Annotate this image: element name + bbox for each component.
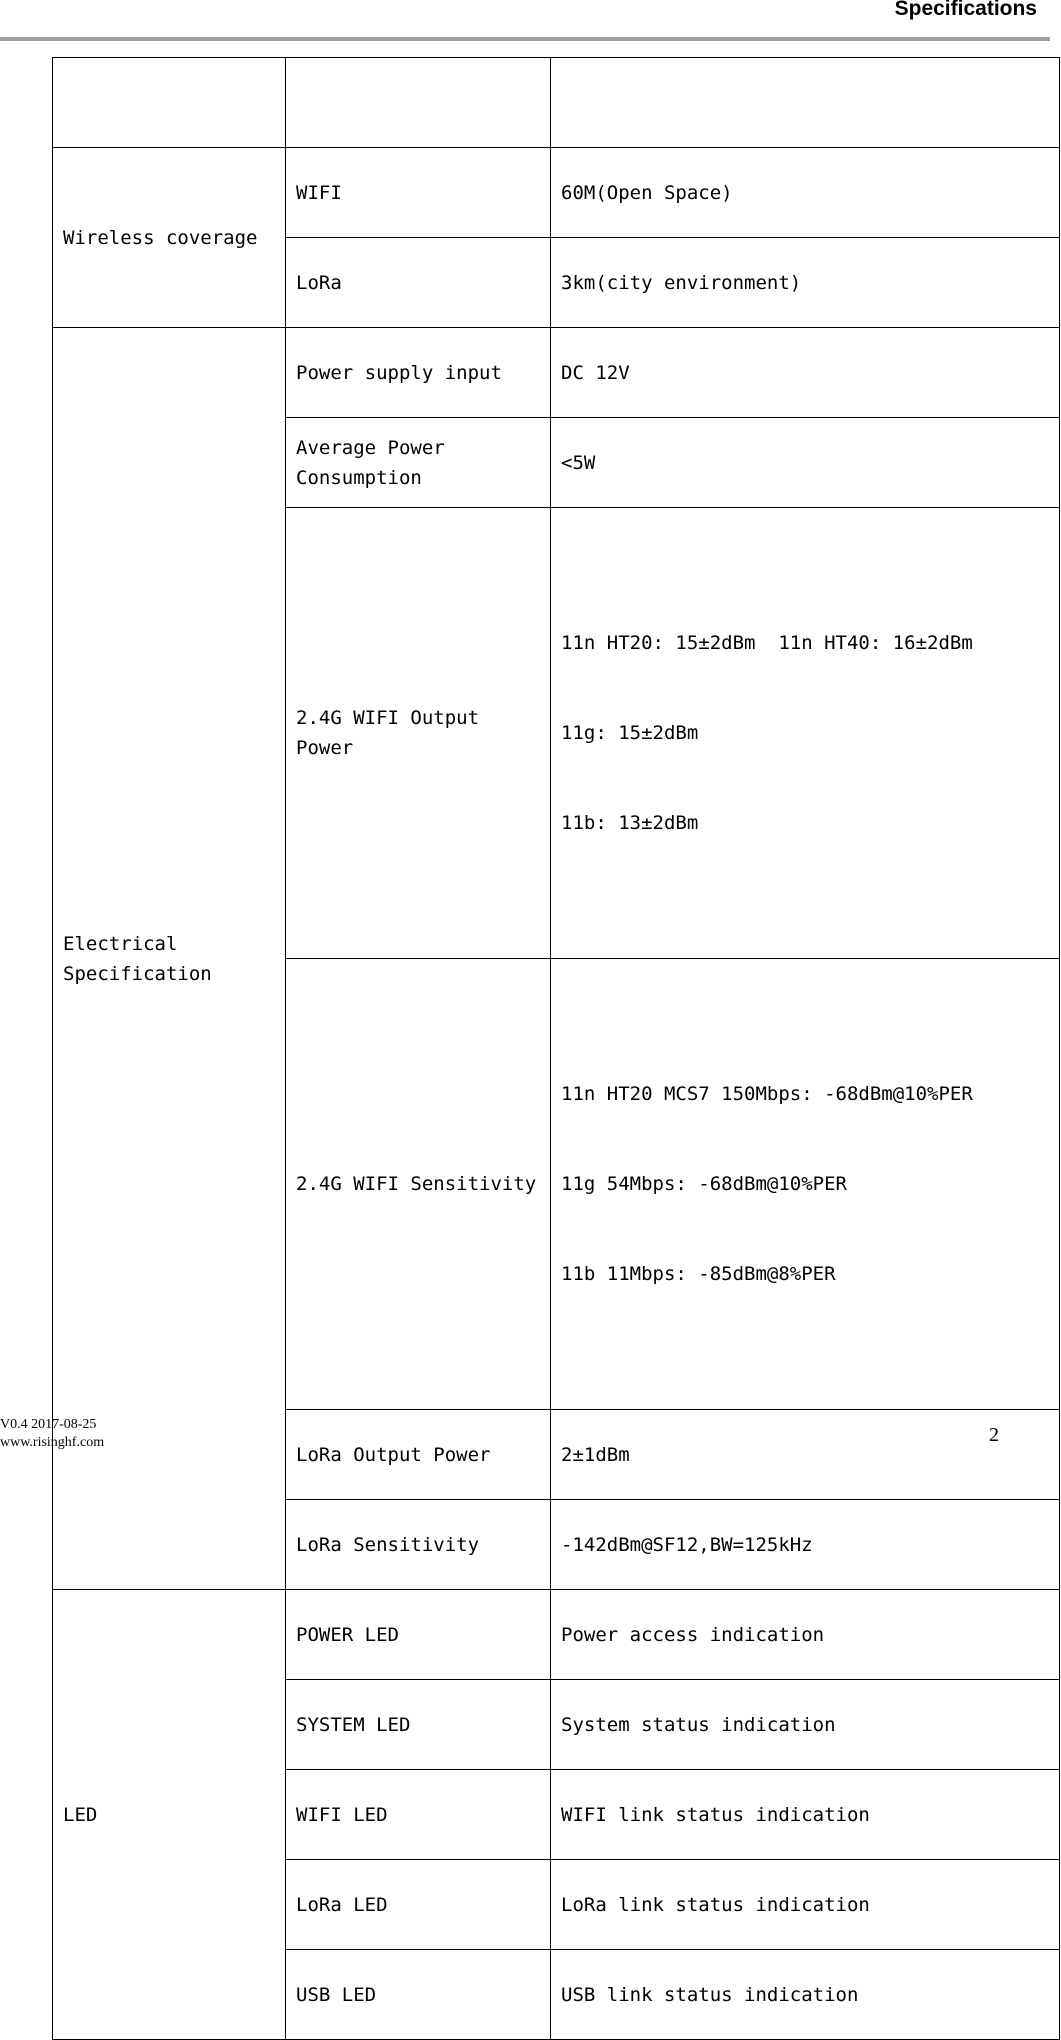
value-usb-led: USB link status indication bbox=[551, 1950, 1060, 2040]
param-usb-led: USB LED bbox=[286, 1950, 551, 2040]
value-line: 11b: 13±2dBm bbox=[561, 812, 699, 834]
category-electrical-specification: Electrical Specification bbox=[53, 328, 286, 1590]
header-divider bbox=[0, 37, 1050, 41]
value-line: 11n HT20: 15±2dBm 11n HT40: 16±2dBm bbox=[561, 632, 973, 654]
table-row bbox=[53, 328, 1060, 418]
param-wifi: WIFI bbox=[286, 148, 551, 238]
param-wifi-sensitivity: 2.4G WIFI Sensitivity bbox=[286, 959, 551, 1410]
value-lora: 3km(city environment) bbox=[551, 238, 1060, 328]
value-lora-sensitivity: -142dBm@SF12,BW=125kHz bbox=[551, 1500, 1060, 1590]
value-wifi: 60M(Open Space) bbox=[551, 148, 1060, 238]
param-power-led: POWER LED bbox=[286, 1590, 551, 1680]
page-number: 2 bbox=[989, 1424, 999, 1446]
table-row-empty bbox=[53, 58, 1060, 148]
param-power-supply-input: Power supply input bbox=[286, 328, 551, 418]
page-header bbox=[0, 0, 1061, 42]
value-wifi-sensitivity bbox=[551, 959, 1060, 1410]
param-lora: LoRa bbox=[286, 238, 551, 328]
specifications-table bbox=[52, 57, 1060, 2040]
value-lora-led: LoRa link status indication bbox=[551, 1860, 1060, 1950]
category-wireless-coverage: Wireless coverage bbox=[53, 148, 286, 328]
param-lora-output-power: LoRa Output Power bbox=[286, 1410, 551, 1500]
value-power-led: Power access indication bbox=[551, 1590, 1060, 1680]
value-line: 11g 54Mbps: -68dBm@10%PER bbox=[561, 1173, 847, 1195]
param-wifi-output-power: 2.4G WIFI Output Power bbox=[286, 508, 551, 959]
footer-website: www.risinghf.com bbox=[0, 1435, 105, 1450]
value-lora-output-power: 2±1dBm bbox=[551, 1410, 1060, 1500]
footer-version: V0.4 2017-08-25 bbox=[0, 1417, 97, 1432]
table-cell bbox=[286, 58, 551, 148]
value-line: 11b 11Mbps: -85dBm@8%PER bbox=[561, 1263, 836, 1285]
value-line: 11n HT20 MCS7 150Mbps: -68dBm@10%PER bbox=[561, 1083, 973, 1105]
table-row bbox=[53, 1590, 1060, 1680]
table-cell bbox=[551, 58, 1060, 148]
page-title: Specifications bbox=[894, 0, 1037, 20]
value-line: 11g: 15±2dBm bbox=[561, 722, 699, 744]
value-system-led: System status indication bbox=[551, 1680, 1060, 1770]
value-wifi-led: WIFI link status indication bbox=[551, 1770, 1060, 1860]
table-row bbox=[53, 148, 1060, 238]
param-average-power-consumption: Average Power Consumption bbox=[286, 418, 551, 508]
param-system-led: SYSTEM LED bbox=[286, 1680, 551, 1770]
param-wifi-led: WIFI LED bbox=[286, 1770, 551, 1860]
category-led: LED bbox=[53, 1590, 286, 2040]
table-cell bbox=[53, 58, 286, 148]
param-lora-led: LoRa LED bbox=[286, 1860, 551, 1950]
value-average-power-consumption: <5W bbox=[551, 418, 1060, 508]
value-wifi-output-power bbox=[551, 508, 1060, 959]
value-power-supply-input: DC 12V bbox=[551, 328, 1060, 418]
param-lora-sensitivity: LoRa Sensitivity bbox=[286, 1500, 551, 1590]
